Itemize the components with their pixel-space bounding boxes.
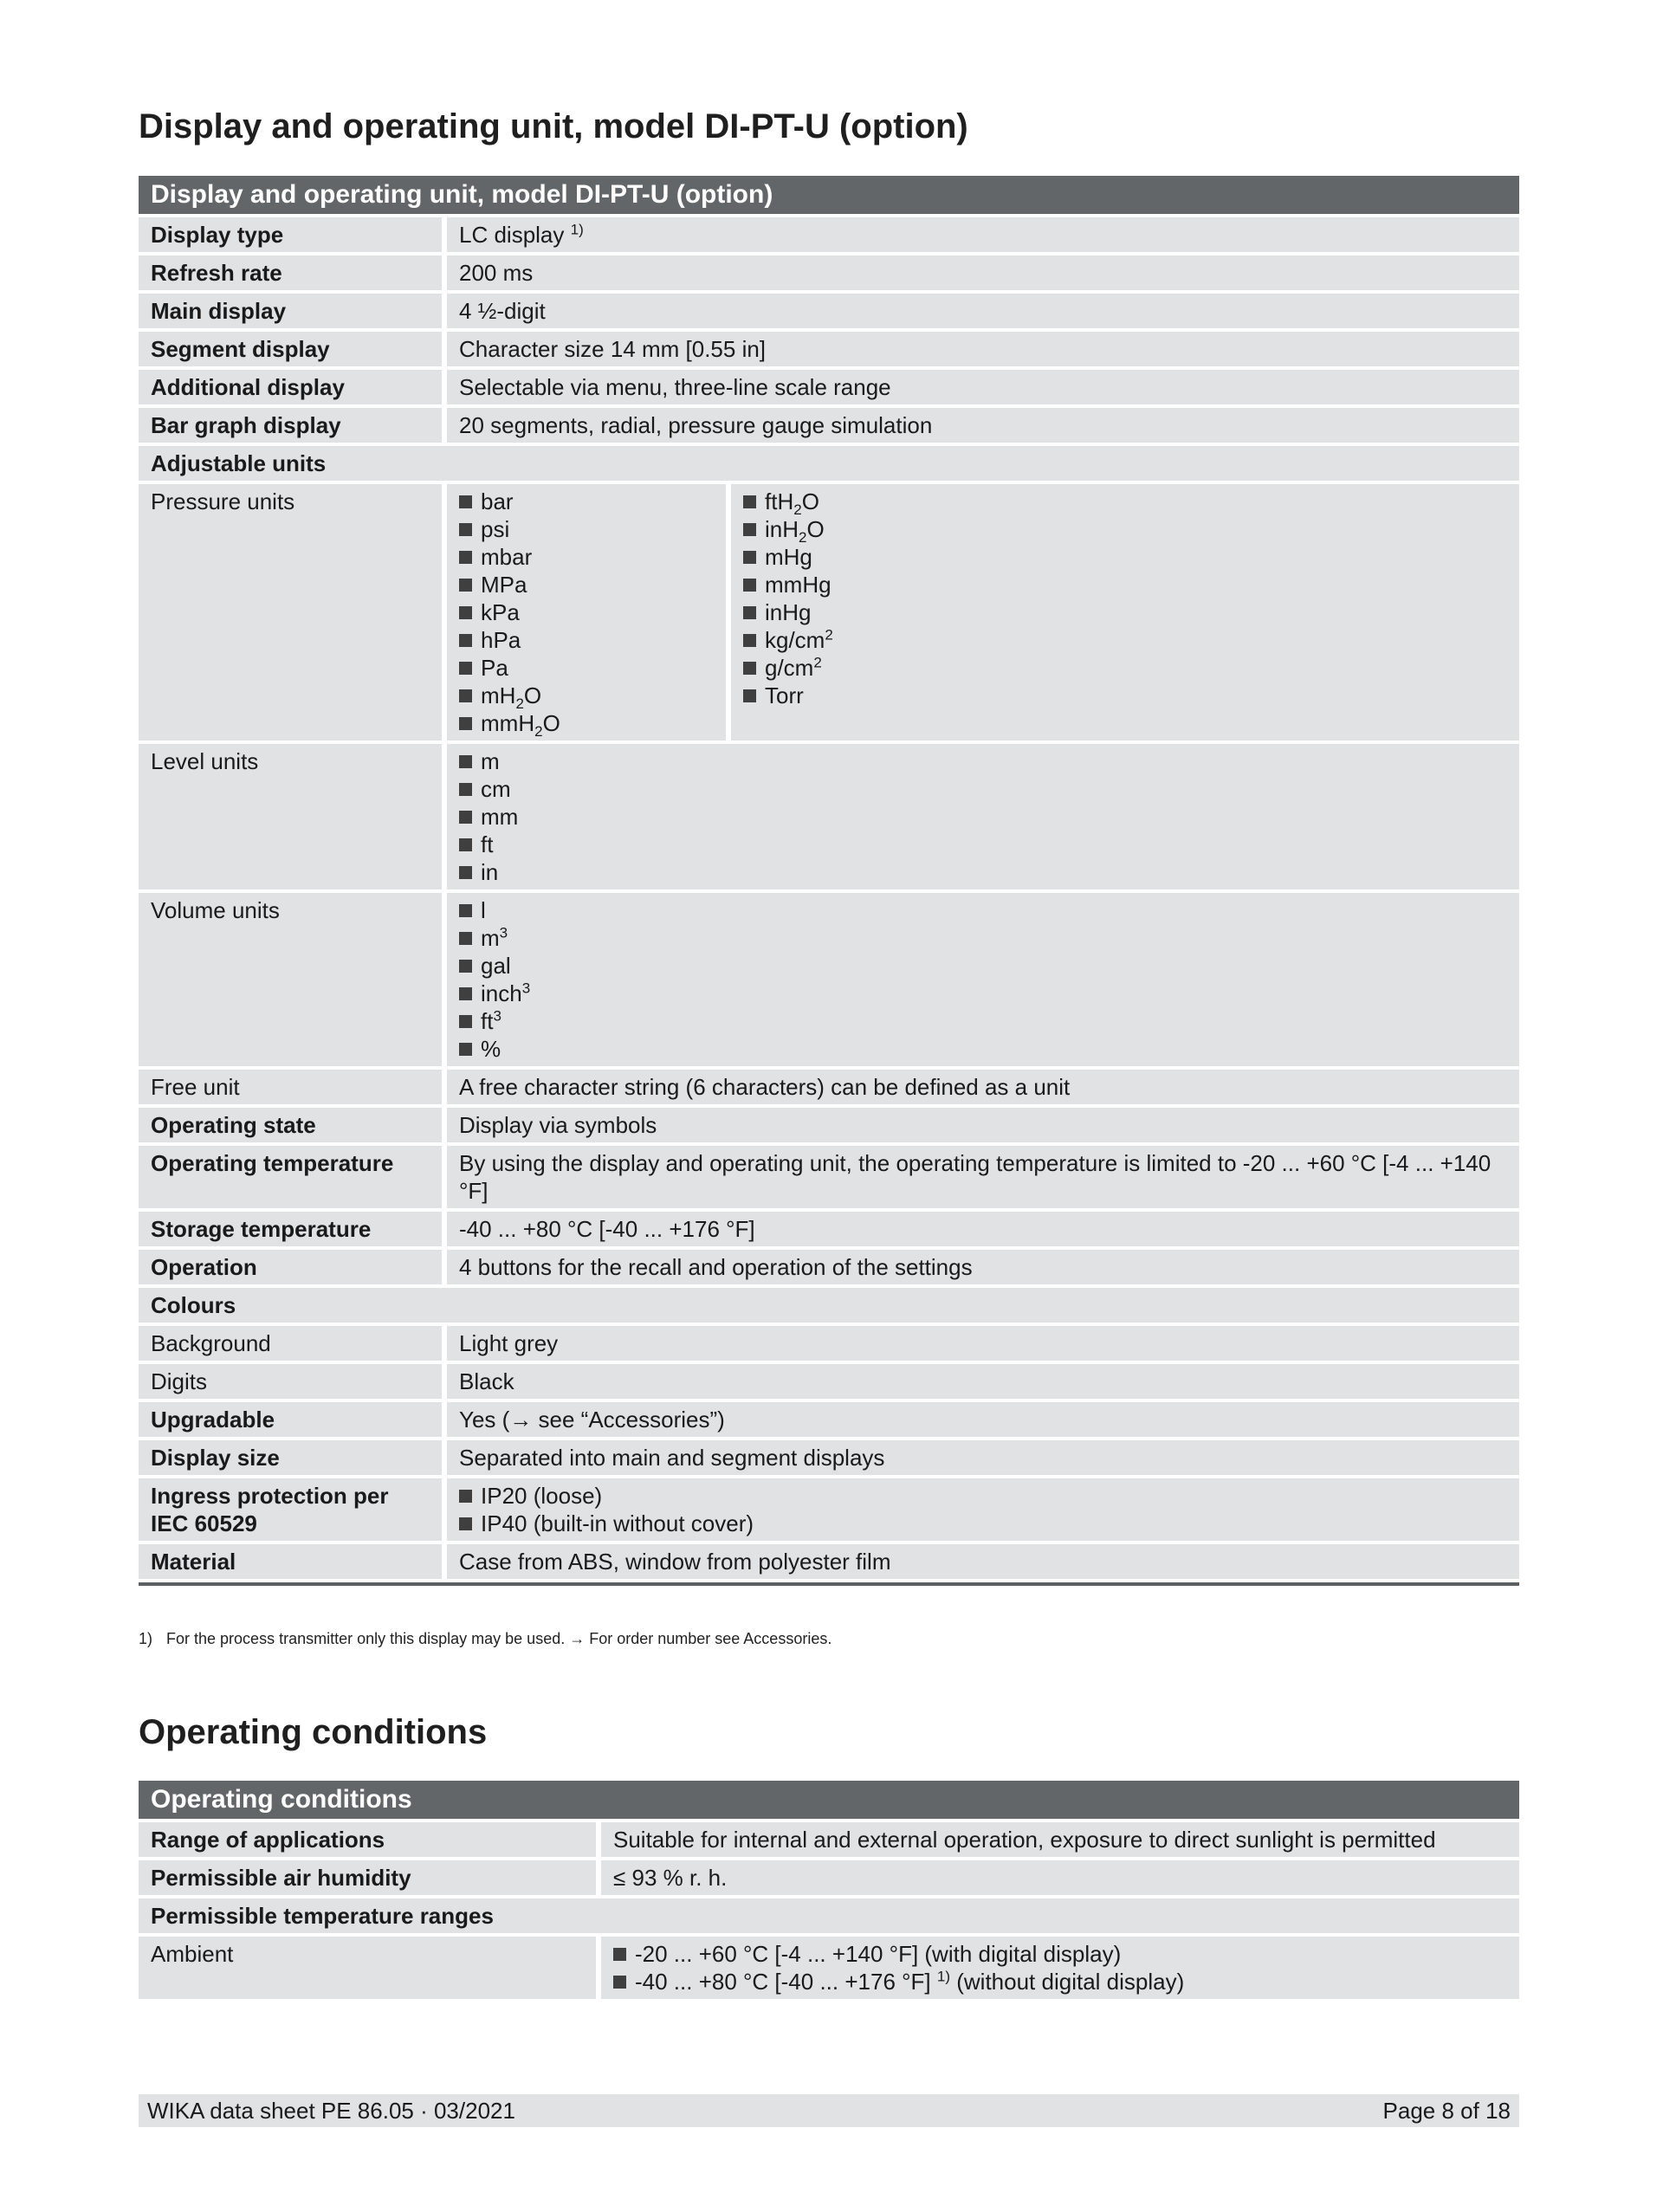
- row-label: Storage temperature: [139, 1212, 447, 1246]
- list-item: kPa: [459, 598, 714, 626]
- row-label: Volume units: [139, 893, 447, 1066]
- volume-units-list: [447, 893, 1519, 1066]
- page-number: Page 8 of 18: [1382, 2098, 1511, 2124]
- table-row: [139, 744, 1519, 889]
- row-label: Refresh rate: [139, 255, 447, 290]
- row-label: Free unit: [139, 1070, 447, 1104]
- square-bullet-icon: [459, 987, 472, 1000]
- list-item: inch$^3$: [459, 980, 1507, 1007]
- table-row: [139, 1212, 1519, 1246]
- table-row: [139, 1544, 1519, 1579]
- table-row: [139, 408, 1519, 443]
- list-item: IP20 (loose): [459, 1482, 1507, 1510]
- footnote: 1) For the process transmitter only this display may be used. → For order number see Accessories.: [139, 1630, 832, 1647]
- list-item: mmHg: [743, 571, 1507, 598]
- row-value: A free character string (6 characters) can be defined as a unit: [447, 1070, 1519, 1104]
- table-row: [139, 446, 1519, 481]
- row-value: LC display $^{1)}$: [447, 217, 1519, 252]
- table-row: [139, 1146, 1519, 1208]
- row-value: Display via symbols: [447, 1108, 1519, 1142]
- row-label: Level units: [139, 744, 447, 889]
- table-row: [139, 1478, 1519, 1541]
- row-label: Adjustable units: [139, 446, 1519, 481]
- square-bullet-icon: [459, 1517, 472, 1530]
- row-value: Black: [447, 1364, 1519, 1399]
- list-item: bar: [459, 488, 714, 515]
- operating-conditions-table: [139, 1777, 1519, 2002]
- section-title-operating-conditions: Operating conditions: [139, 1713, 488, 1751]
- table-header: Operating conditions: [139, 1781, 1519, 1819]
- display-unit-table: [139, 172, 1519, 1586]
- square-bullet-icon: [743, 606, 756, 619]
- table-row: [139, 1402, 1519, 1437]
- square-bullet-icon: [459, 783, 472, 796]
- square-bullet-icon: [459, 717, 472, 730]
- row-label: Operation: [139, 1250, 447, 1284]
- list-item: cm: [459, 775, 1507, 803]
- list-item: $mH_2O$: [459, 682, 714, 709]
- square-bullet-icon: [459, 689, 472, 702]
- table-row: [139, 1326, 1519, 1361]
- list-item: ft: [459, 831, 1507, 858]
- level-units-list: [447, 744, 1519, 889]
- list-item: psi: [459, 515, 714, 543]
- list-item: inH$_2$O: [743, 515, 1507, 543]
- table-row: [139, 1822, 1519, 1857]
- square-bullet-icon: [743, 634, 756, 647]
- table-row: [139, 255, 1519, 290]
- list-item: %: [459, 1035, 1507, 1063]
- list-item: l: [459, 896, 1507, 924]
- row-value: 4 buttons for the recall and operation of the settings: [447, 1250, 1519, 1284]
- square-bullet-icon: [613, 1948, 626, 1961]
- square-bullet-icon: [613, 1976, 626, 1989]
- row-value: 4 ½-digit: [447, 294, 1519, 328]
- row-label: Operating temperature: [139, 1146, 447, 1208]
- row-label: Material: [139, 1544, 447, 1579]
- row-value: Suitable for internal and external operation, exposure to direct sunlight is permitted: [601, 1822, 1519, 1857]
- square-bullet-icon: [459, 495, 472, 508]
- datasheet-id: WIKA data sheet PE 86.05 · 03/2021: [147, 2098, 515, 2124]
- row-label: Display type: [139, 217, 447, 252]
- square-bullet-icon: [459, 838, 472, 851]
- table-header-row: [139, 176, 1519, 214]
- row-value: -40 ... +80 °C [-40 ... +176 °F]: [447, 1212, 1519, 1246]
- square-bullet-icon: [459, 904, 472, 917]
- row-label: Upgradable: [139, 1402, 447, 1437]
- row-value: Character size 14 mm [0.55 in]: [447, 332, 1519, 366]
- list-item: inHg: [743, 598, 1507, 626]
- list-item: gal: [459, 952, 1507, 980]
- square-bullet-icon: [743, 523, 756, 536]
- list-item: -20 ... +60 °C [-4 ... +140 °F] (with digital display): [613, 1940, 1507, 1968]
- list-item: $m^3$: [459, 924, 1507, 952]
- list-item: IP40 (built-in without cover): [459, 1510, 1507, 1537]
- row-label: Bar graph display: [139, 408, 447, 443]
- row-label: Additional display: [139, 370, 447, 404]
- list-item: m: [459, 747, 1507, 775]
- table-row: [139, 370, 1519, 404]
- table-row: [139, 1937, 1519, 1999]
- table-row: [139, 217, 1519, 252]
- table-row: [139, 1250, 1519, 1284]
- row-label: Ambient: [139, 1937, 601, 1999]
- square-bullet-icon: [459, 1043, 472, 1056]
- list-item: mbar: [459, 543, 714, 571]
- table-header: Display and operating unit, model DI-PT-U (option): [139, 176, 1519, 214]
- row-label: Colours: [139, 1288, 1519, 1323]
- row-value: ≤ 93 % r. h.: [601, 1860, 1519, 1895]
- row-value: Light grey: [447, 1326, 1519, 1361]
- square-bullet-icon: [459, 1015, 472, 1028]
- ingress-list: [447, 1478, 1519, 1541]
- list-item: ftH$_2$O: [743, 488, 1507, 515]
- row-value: 200 ms: [447, 255, 1519, 290]
- square-bullet-icon: [459, 755, 472, 768]
- square-bullet-icon: [459, 662, 472, 675]
- square-bullet-icon: [459, 1490, 472, 1503]
- table-row: [139, 1288, 1519, 1323]
- row-value: Case from ABS, window from polyester film: [447, 1544, 1519, 1579]
- square-bullet-icon: [743, 551, 756, 564]
- list-item: Pa: [459, 654, 714, 682]
- square-bullet-icon: [459, 606, 472, 619]
- row-label: Segment display: [139, 332, 447, 366]
- section-title-display-unit: Display and operating unit, model DI-PT-U (option): [139, 107, 968, 146]
- row-label: Operating state: [139, 1108, 447, 1142]
- square-bullet-icon: [459, 634, 472, 647]
- row-value: By using the display and operating unit, the operating temperature is limited to -20 ... +60 °C [-4 ... +140 °F]: [447, 1146, 1519, 1208]
- table-header-row: [139, 1781, 1519, 1819]
- list-item: mHg: [743, 543, 1507, 571]
- ambient-list: [601, 1937, 1519, 1999]
- row-value: 20 segments, radial, pressure gauge simulation: [447, 408, 1519, 443]
- list-item: $ft^3$: [459, 1007, 1507, 1035]
- table-row: [139, 1364, 1519, 1399]
- list-item: hPa: [459, 626, 714, 654]
- table-row: [139, 1860, 1519, 1895]
- list-item: Torr: [743, 682, 1507, 709]
- table-row: [139, 1070, 1519, 1104]
- list-item: $g/cm^2$: [743, 654, 1507, 682]
- row-label: Background: [139, 1326, 447, 1361]
- square-bullet-icon: [459, 960, 472, 973]
- row-label: Permissible temperature ranges: [139, 1898, 1519, 1933]
- square-bullet-icon: [743, 662, 756, 675]
- list-item: $kg/cm^2$: [743, 626, 1507, 654]
- table-row: [139, 1440, 1519, 1475]
- row-value: Yes (→ see “Accessories”): [447, 1402, 1519, 1437]
- row-label: Digits: [139, 1364, 447, 1399]
- list-item: -40 ... +80 °C [-40 ... +176 °F] $^{1)}$ (without digital display): [613, 1968, 1507, 1995]
- pressure-units-col1: [447, 484, 731, 741]
- footnote-ref: 1): [936, 1968, 950, 1985]
- table-row: [139, 1898, 1519, 1933]
- square-bullet-icon: [743, 579, 756, 592]
- row-label: Pressure units: [139, 484, 447, 741]
- square-bullet-icon: [459, 523, 472, 536]
- footnote-ref: 1): [570, 221, 584, 238]
- square-bullet-icon: [459, 579, 472, 592]
- page-footer: [139, 2094, 1519, 2127]
- square-bullet-icon: [459, 932, 472, 945]
- square-bullet-icon: [743, 689, 756, 702]
- list-item: MPa: [459, 571, 714, 598]
- list-item: mm: [459, 803, 1507, 831]
- square-bullet-icon: [459, 866, 472, 879]
- row-value: Separated into main and segment displays: [447, 1440, 1519, 1475]
- row-label: Ingress protection per IEC 60529: [139, 1478, 447, 1541]
- table-row: [139, 893, 1519, 1066]
- list-item: mmH$_2$O: [459, 709, 714, 737]
- table-row: [139, 332, 1519, 366]
- row-value: Selectable via menu, three-line scale range: [447, 370, 1519, 404]
- square-bullet-icon: [459, 811, 472, 824]
- row-label: Main display: [139, 294, 447, 328]
- list-item: in: [459, 858, 1507, 886]
- pressure-units-col2: [731, 484, 1519, 741]
- square-bullet-icon: [459, 551, 472, 564]
- row-label: Range of applications: [139, 1822, 601, 1857]
- table-row: [139, 484, 1519, 741]
- row-label: Permissible air humidity: [139, 1860, 601, 1895]
- square-bullet-icon: [743, 495, 756, 508]
- row-label: Display size: [139, 1440, 447, 1475]
- table-row: [139, 1108, 1519, 1142]
- table-row: [139, 294, 1519, 328]
